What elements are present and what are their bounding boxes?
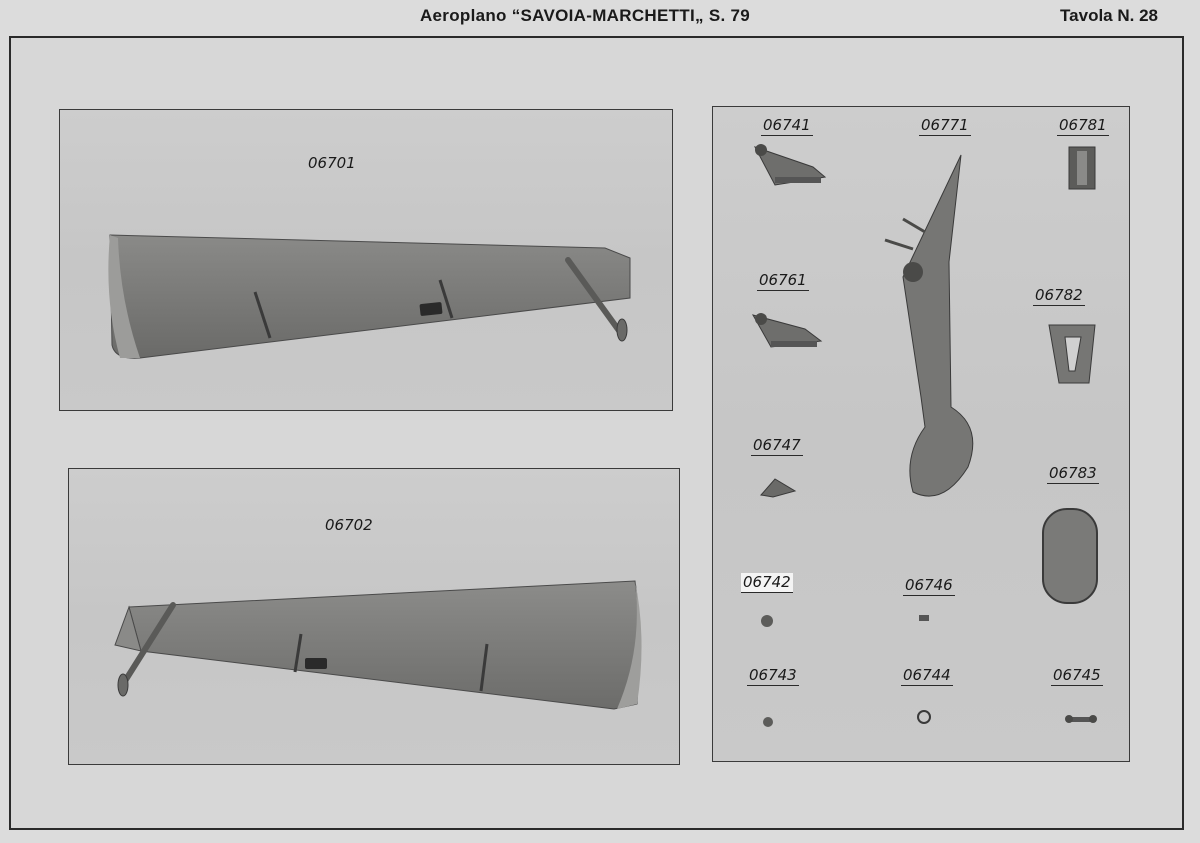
part-label-06771: 06771 bbox=[921, 116, 969, 134]
photo-aileron-06702 bbox=[68, 468, 680, 765]
part-label-06742: 06742 bbox=[743, 573, 791, 591]
plate-number: Tavola N. 28 bbox=[1060, 6, 1158, 25]
part-label-06744: 06744 bbox=[903, 666, 951, 684]
part-label-06783: 06783 bbox=[1049, 464, 1097, 482]
part-label-06782: 06782 bbox=[1035, 286, 1083, 304]
part-label-06741: 06741 bbox=[763, 116, 811, 134]
part-label-06746: 06746 bbox=[905, 576, 953, 594]
photo-small-parts bbox=[712, 106, 1130, 762]
part-label-06745: 06745 bbox=[1053, 666, 1101, 684]
part-label-06781: 06781 bbox=[1059, 116, 1107, 134]
part-label-06702: 06702 bbox=[325, 516, 373, 534]
page-title: Aeroplano “SAVOIA-MARCHETTI„ S. 79 bbox=[419, 6, 751, 25]
part-label-06743: 06743 bbox=[749, 666, 797, 684]
part-label-06747: 06747 bbox=[753, 436, 801, 454]
part-label-06701: 06701 bbox=[308, 154, 356, 172]
part-label-06761: 06761 bbox=[759, 271, 807, 289]
photo-aileron-06701 bbox=[59, 109, 673, 411]
